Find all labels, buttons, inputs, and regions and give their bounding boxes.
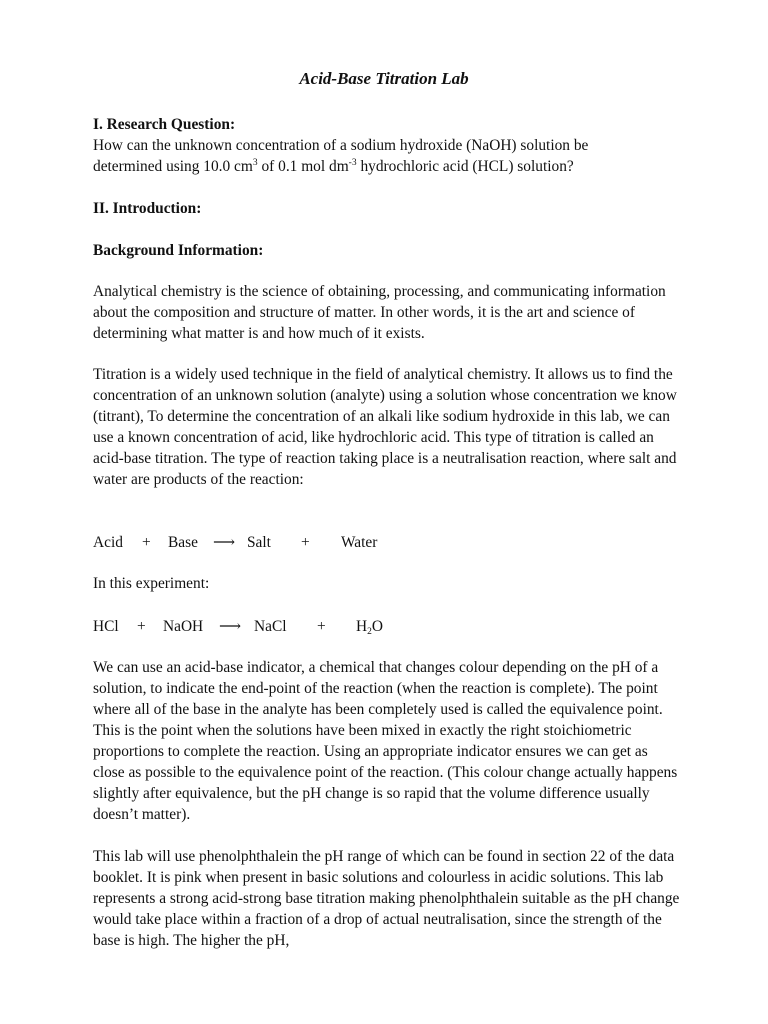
dm-3-superscript: -3 <box>348 158 357 168</box>
cm3-superscript: 3 <box>252 158 258 168</box>
chemical-equation-h2o <box>356 616 383 637</box>
research-question-text-a: determined using 10.0 cm <box>93 158 253 175</box>
experiment-line: In this experiment: <box>93 575 210 592</box>
h2o-o: O <box>371 618 383 635</box>
paragraph-phenolphthalein: This lab will use phenolphthalein the pH range of which can be found in section 22 of the data booklet. It is pink when present in basic solutions and colourless in acidic solutions. This lab represents a strong acid-strong base titration making phenolphthalein suitable as the pH change would take place within a fraction of a drop of actual neutralisation, since the strength of the base is high. The higher the pH, <box>93 848 680 949</box>
introduction-heading: II. Introduction: <box>93 200 202 217</box>
chemical-equation-arrow: ⟶ <box>219 618 242 635</box>
h2o-h: H <box>356 618 368 635</box>
word-equation-base: Base <box>168 534 198 551</box>
paragraph-analytical-chemistry: Analytical chemistry is the science of obtaining, processing, and communicating information about the composition and structure of matter. In other words, it is the art and science of determining what matter is and how much of it exists. <box>93 283 666 342</box>
paragraph-indicator: We can use an acid-base indicator, a chemical that changes colour depending on the pH of a solution, to indicate the end-point of the reaction (when the reaction is complete). The point where all of the base in the analyte has been completely used is called the equivalence point. This is the point when the solutions have been mixed in exactly the right stoichiometric proportions to complete the reaction. Using an appropriate indicator ensures we can get as close as possible to the equivalence point of the reaction. (This colour change actually happens slightly after equivalence, but the pH change is so rapid that the volume difference usually doesn’t matter). <box>93 659 678 823</box>
chemical-equation <box>0 616 768 637</box>
word-equation-water: Water <box>341 534 378 551</box>
chemical-equation-naoh: NaOH <box>163 618 204 635</box>
word-equation <box>0 532 768 553</box>
document-title: Acid-Base Titration Lab <box>299 69 469 88</box>
chemical-equation-nacl: NaCl <box>254 618 287 635</box>
research-question-text-c: hydrochloric acid (HCL) solution? <box>356 158 574 175</box>
chemical-equation-hcl: HCl <box>93 618 119 635</box>
word-equation-salt: Salt <box>247 534 271 551</box>
research-question-section <box>93 114 683 177</box>
research-question-heading: I. Research Question: <box>93 116 236 133</box>
word-equation-arrow: ⟶ <box>213 534 236 551</box>
h2o-subscript: 2 <box>367 627 372 637</box>
word-equation-plus-1: + <box>142 534 151 551</box>
chemical-equation-plus-1: + <box>137 618 146 635</box>
word-equation-acid: Acid <box>93 534 123 551</box>
word-equation-plus-2: + <box>301 534 310 551</box>
chemical-equation-plus-2: + <box>317 618 326 635</box>
paragraph-titration: Titration is a widely used technique in the field of analytical chemistry. It allows us to find the concentration of an unknown solution (analyte) using a solution whose concentration we know (titrant), To determine the concentration of an alkali like sodium hydroxide in this lab, we can use a known concentration of acid, like hydrochloric acid. This type of titration is called an acid-base titration. The type of reaction taking place is a neutralisation reaction, where salt and water are products of the reaction: <box>93 366 677 488</box>
research-question-line-1: How can the unknown concentration of a sodium hydroxide (NaOH) solution be <box>93 137 589 154</box>
research-question-line-2 <box>93 156 683 177</box>
background-heading: Background Information: <box>93 242 264 259</box>
research-question-text-b: of 0.1 mol dm <box>257 158 349 175</box>
